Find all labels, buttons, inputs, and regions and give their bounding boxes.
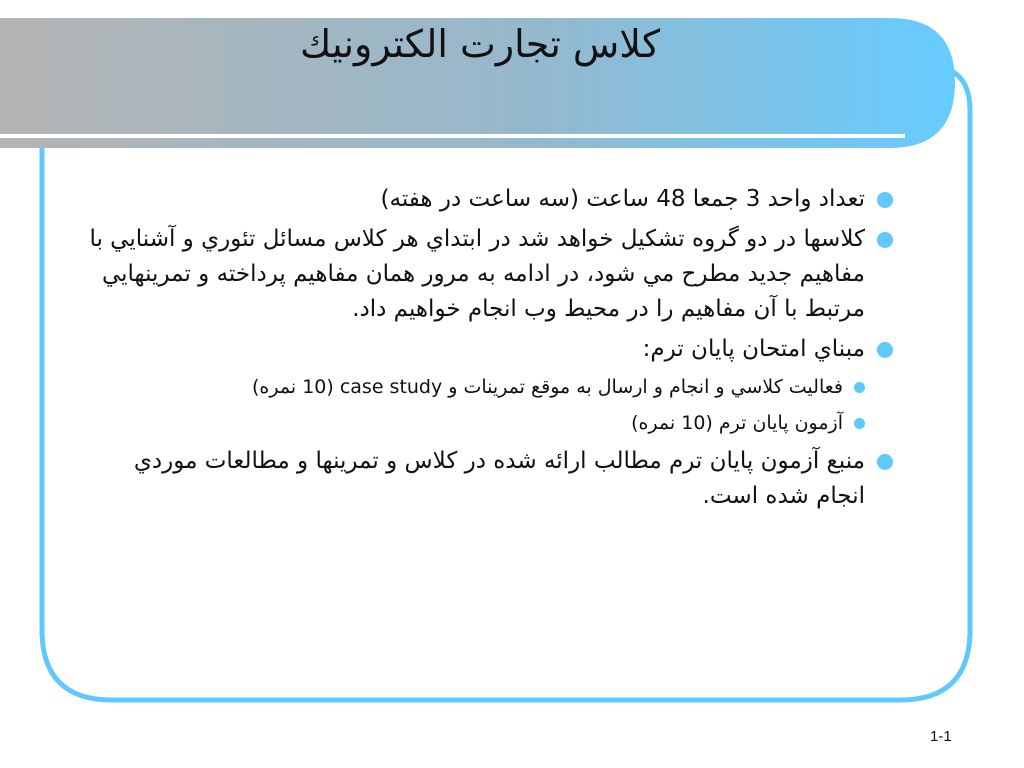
bullet-text: منبع آزمون پايان ترم مطالب ارائه شده در كلاس و تمرينها و مطالعات موردي انجام شده است. xyxy=(133,448,865,509)
bullet-text: تعداد واحد 3 جمعا 48 ساعت (سه ساعت در هفته) xyxy=(380,186,865,212)
page-number: 1-1 xyxy=(930,728,952,745)
bullet-icon xyxy=(877,342,893,358)
bullet-text: كلاسها در دو گروه تشكيل خواهد شد در ابتداي هر كلاس مسائل تئوري و آشنايي با مفاهيم جديد مطرح مي شود، در ادامه به مرور همان مفاهيم پرداخته و تمرينهايي مرتبط با آن مفاهيم را در محيط وب انجام خواهيم داد. xyxy=(89,226,865,322)
bullet-icon xyxy=(877,454,893,470)
sub-list-item xyxy=(78,372,893,402)
sub-bullet-text: آزمون پايان ترم (10 نمره) xyxy=(631,412,843,434)
slide-title: كلاس تجارت الكترونيك xyxy=(299,22,661,66)
bullet-icon xyxy=(877,192,893,208)
bullet-list xyxy=(78,182,893,519)
bullet-icon xyxy=(877,232,893,248)
list-item xyxy=(78,222,893,327)
list-item xyxy=(78,182,893,217)
list-item xyxy=(78,444,893,514)
sub-bullet-icon xyxy=(854,418,865,429)
sub-bullet-text: فعاليت كلاسي و انجام و ارسال به موقع تمرينات و case study (10 نمره) xyxy=(252,376,843,398)
bullet-text: مبناي امتحان پايان ترم: xyxy=(642,336,865,362)
list-item xyxy=(78,332,893,367)
sub-bullet-icon xyxy=(854,382,865,393)
sub-list-item xyxy=(78,408,893,438)
